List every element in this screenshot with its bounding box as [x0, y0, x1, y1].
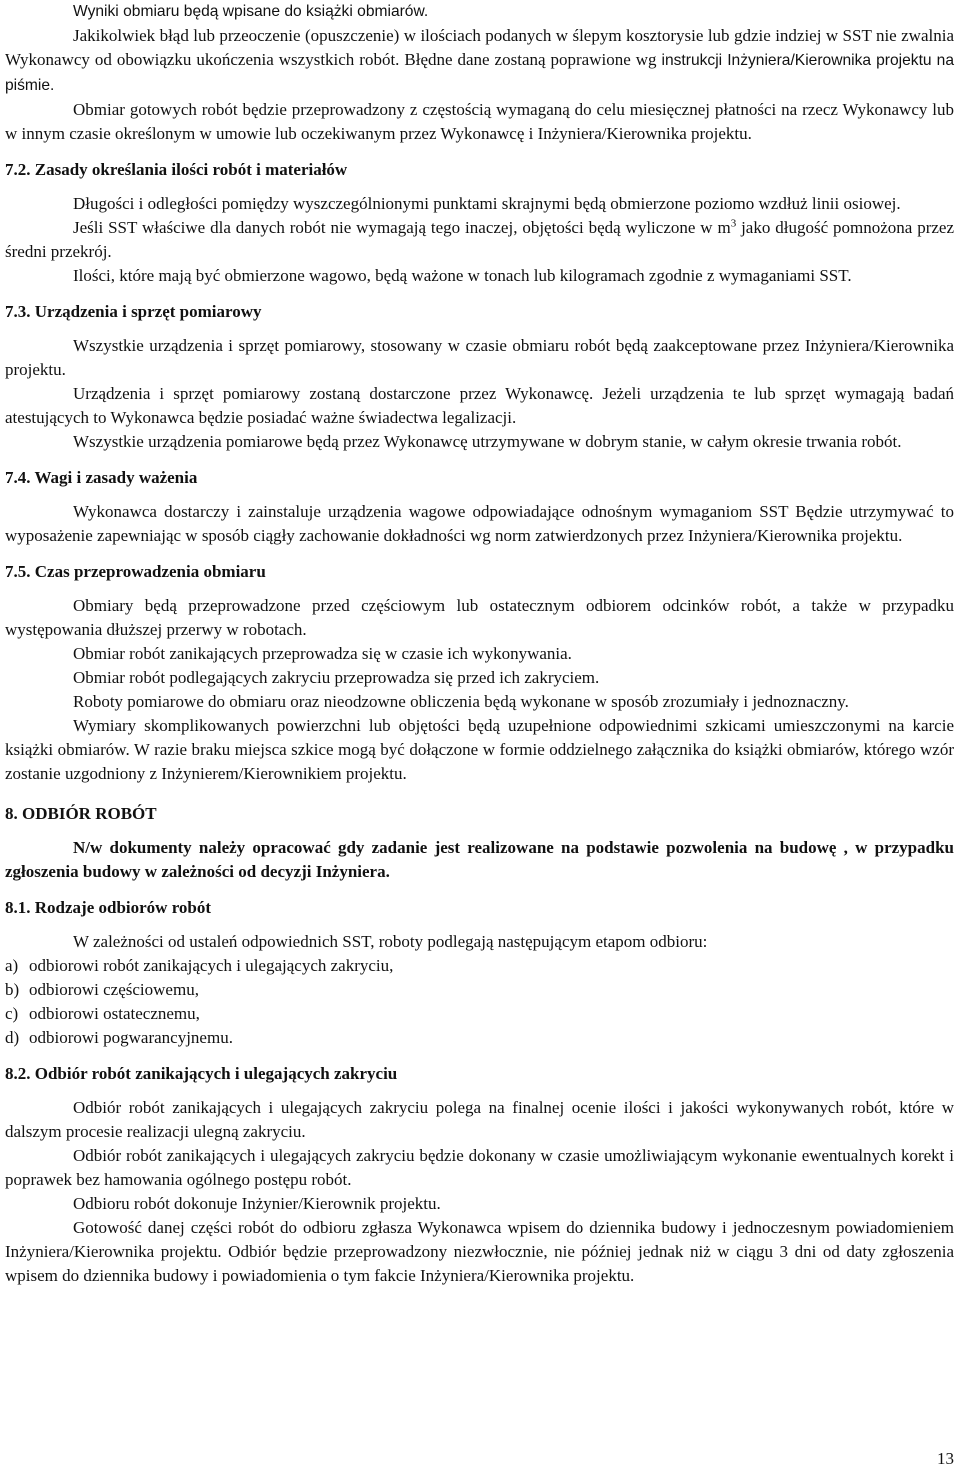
list-item-label: d): [5, 1028, 20, 1047]
paragraph-7-2-2-a: Jeśli SST właściwe dla danych robót nie wymagają tego inaczej, objętości będą wyliczone w m: [73, 218, 731, 237]
paragraph-7-5-3: Obmiar robót podlegających zakryciu przeprowadza się przed ich zakryciem.: [73, 668, 600, 687]
section-heading-7-2: 7.2. Zasady określania ilości robót i materiałów: [5, 160, 348, 179]
list-item-text: odbiorowi ostatecznemu,: [29, 1004, 200, 1023]
paragraph-7-5-1: Obmiary będą przeprowadzone przed częściowym lub ostatecznym odbiorem odcinków robót, a także w przypadku występowania dłuższej przerwy w robotach.: [5, 596, 954, 639]
chapter-8-note: N/w dokumenty należy opracować gdy zadanie jest realizowane na podstawie pozwolenia na budowę , w przypadku zgłoszenia budowy w zależności od decyzji Inżyniera.: [5, 838, 954, 881]
paragraph-8-2-1: Odbiór robót zanikających i ulegających zakryciu polega na finalnej ocenie ilości i jakości wykonywanych robót, które w dalszym procesie realizacji ulegną zakryciu.: [5, 1098, 954, 1141]
list-item: [5, 1026, 954, 1050]
section-heading-7-4: 7.4. Wagi i zasady ważenia: [5, 468, 198, 487]
paragraph-7-5-2: Obmiar robót zanikających przeprowadza się w czasie ich wykonywania.: [73, 644, 572, 663]
paragraph-8-2-2: Odbiór robót zanikających i ulegających zakryciu będzie dokonany w czasie umożliwiającym wykonanie ewentualnych korekt i poprawek bez hamowania ogólnego postępu robót.: [5, 1146, 954, 1189]
paragraph-7-3-2: Urządzenia i sprzęt pomiarowy zostaną dostarczone przez Wykonawcę. Jeżeli urządzenia te lub sprzęt wymagają badań atestujących to Wykonawca będzie posiadać ważne świadectwa legalizacji.: [5, 384, 954, 427]
list-item-text: odbiorowi robót zanikających i ulegających zakryciu,: [29, 956, 394, 975]
list-item-label: a): [5, 956, 19, 975]
list-item: [5, 954, 954, 978]
paragraph-7-2-3: Ilości, które mają być obmierzone wagowo, będą ważone w tonach lub kilogramach zgodnie z wymaganiami SST.: [73, 266, 852, 285]
paragraph-7-3-1: Wszystkie urządzenia i sprzęt pomiarowy, stosowany w czasie obmiaru robót będą zaakceptowane przez Inżyniera/Kierownika projektu.: [5, 336, 954, 379]
page-number: 13: [937, 1449, 954, 1468]
paragraph-7-2-2-b: jako długość pomnożona przez średni przekrój.: [5, 218, 955, 261]
superscript-3: 3: [730, 217, 737, 230]
paragraph-8-2-3: Odbioru robót dokonuje Inżynier/Kierownik projektu.: [73, 1194, 441, 1213]
list-item-text: odbiorowi częściowemu,: [29, 980, 199, 999]
paragraph-7-4-1: Wykonawca dostarczy i zainstaluje urządzenia wagowe odpowiadające odnośnym wymaganiom SST Będzie utrzymywać to wyposażenie zapewniając w sposób ciągły zachowanie dokładności wg norm zatwierdzonych przez Inżyniera/Kierownika projektu.: [5, 502, 954, 545]
paragraph-measure: Obmiar gotowych robót będzie przeprowadzony z częstością wymaganą do celu miesięcznej płatności na rzecz Wykonawcy lub w innym czasie określonym w umowie lub oczekiwanym przez Wykonawcę i Inżyniera/Kierownika projektu.: [5, 100, 954, 143]
paragraph-7-5-5: Wymiary skomplikowanych powierzchni lub objętości będą uzupełnione odpowiednimi szkicami umieszczonymi na karcie książki obmiarów. W razie braku miejsca szkice mogą być dołączone w formie oddzielnego załącznika do książki obmiarów, którego wzór zostanie uzgodniony z Inżynierem/Kierownikiem projektu.: [5, 716, 954, 783]
chapter-heading-8: 8. ODBIÓR ROBÓT: [5, 804, 157, 823]
section-heading-8-1: 8.1. Rodzaje odbiorów robót: [5, 898, 212, 917]
section-heading-8-2: 8.2. Odbiór robót zanikających i ulegających zakryciu: [5, 1064, 398, 1083]
list-item: [5, 1002, 954, 1026]
paragraph-7-5-4: Roboty pomiarowe do obmiaru oraz nieodzowne obliczenia będą wykonane w sposób zrozumiały i jednoznaczny.: [73, 692, 849, 711]
paragraph-error: [5, 24, 954, 98]
list-item: [5, 978, 954, 1002]
paragraph-error-arial: instrukcji Inżyniera/Kierownika projektu na piśmie.: [5, 52, 954, 94]
paragraph-7-3-3: Wszystkie urządzenia pomiarowe będą przez Wykonawcę utrzymywane w dobrym stanie, w całym okresie trwania robót.: [73, 432, 902, 451]
list-item-label: b): [5, 980, 20, 999]
document-page: [5, 0, 954, 1288]
paragraph-7-2-1: Długości i odległości pomiędzy wyszczególnionymi punktami skrajnymi będą obmierzone poziomo wzdłuż linii osiowej.: [73, 194, 901, 213]
intro-line: Wyniki obmiaru będą wpisane do książki obmiarów.: [73, 3, 429, 20]
list-item-label: c): [5, 1004, 19, 1023]
paragraph-error-text: Jakikolwiek błąd lub przeoczenie (opuszczenie) w ilościach podanych w ślepym kosztorysie lub gdzie indziej w SST nie zwalnia Wykonawcy od obowiązku ukończenia wszystkich robót. Błędne dane zostaną poprawione wg: [5, 26, 954, 69]
list-item-text: odbiorowi pogwarancyjnemu.: [29, 1028, 233, 1047]
paragraph-8-1-1: W zależności od ustaleń odpowiednich SST, roboty podlegają następującym etapom odbioru:: [73, 932, 708, 951]
paragraph-8-2-4: Gotowość danej części robót do odbioru zgłasza Wykonawca wpisem do dziennika budowy i jednoczesnym powiadomieniem Inżyniera/Kierownika projektu. Odbiór będzie przeprowadzony niezwłocznie, nie później jednak niż w ciągu 3 dni od daty zgłoszenia wpisem do dziennika budowy i powiadomienia o tym fakcie Inżyniera/Kierownika projektu.: [5, 1218, 954, 1285]
section-heading-7-3: 7.3. Urządzenia i sprzęt pomiarowy: [5, 302, 262, 321]
paragraph-7-2-2: [5, 216, 954, 264]
section-heading-7-5: 7.5. Czas przeprowadzenia obmiaru: [5, 562, 266, 581]
